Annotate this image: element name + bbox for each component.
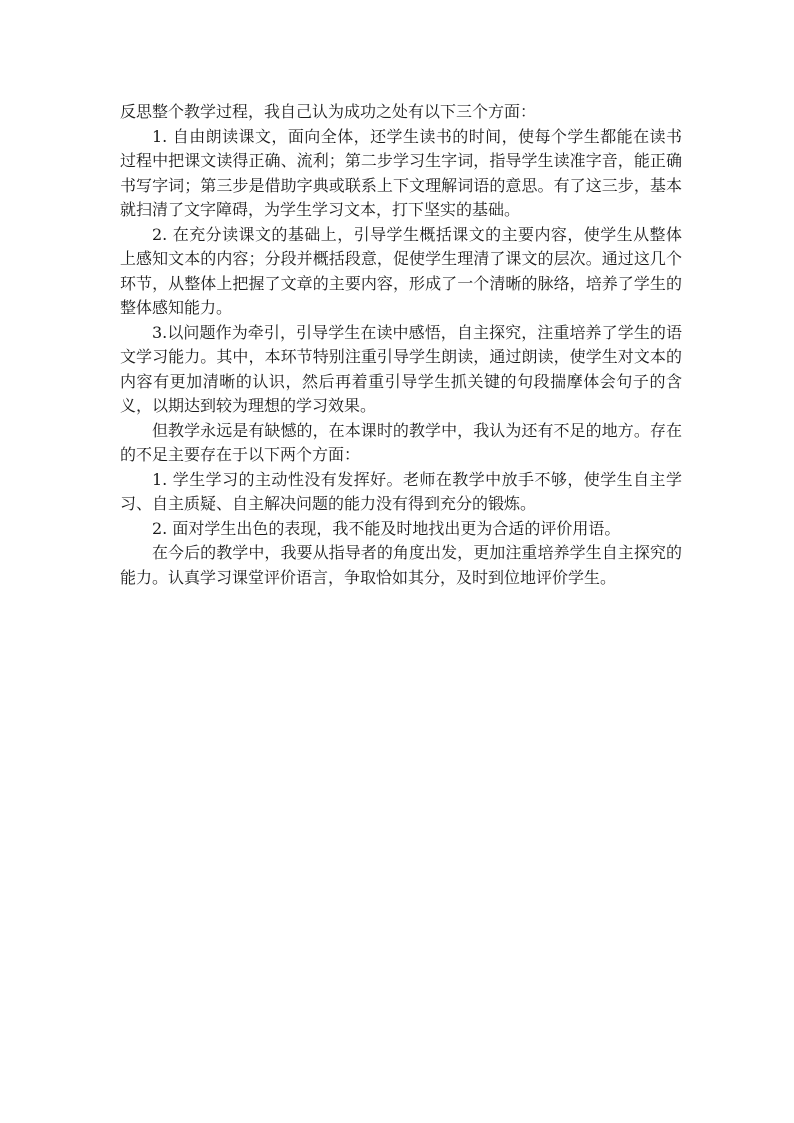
paragraph-success-point-2: 2. 在充分读课文的基础上，引导学生概括课文的主要内容，使学生从整体上感知文本的内容；分段并概括段意，促使学生理清了课文的层次。通过这几个环节，从整体上把握了文章的主要内容，形成了一个清晰的脉络，培养了学生的整体感知能力。 bbox=[120, 224, 682, 317]
paragraph-shortcoming-1: 1. 学生学习的主动性没有发挥好。老师在教学中放手不够，使学生自主学习、自主质疑、自主解决问题的能力没有得到充分的锻炼。 bbox=[120, 469, 682, 513]
paragraph-shortcomings-intro: 但教学永远是有缺憾的，在本课时的教学中，我认为还有不足的地方。存在的不足主要存在于以下两个方面： bbox=[120, 420, 682, 464]
paragraph-success-point-3: 3.以问题作为牵引，引导学生在读中感悟，自主探究，注重培养了学生的语文学习能力。其中，本环节特别注重引导学生朗读，通过朗读，使学生对文本的内容有更加清晰的认识，然后再着重引导学生抓关键的句段揣摩体会句子的含义，以期达到较为理想的学习效果。 bbox=[120, 322, 682, 415]
paragraph-intro: 反思整个教学过程，我自己认为成功之处有以下三个方面： bbox=[120, 102, 537, 121]
paragraph-success-point-1: 1. 自由朗读课文，面向全体，还学生读书的时间，使每个学生都能在读书过程中把课文读得正确、流利；第二步学习生字词，指导学生读准字音，能正确书写字词；第三步是借助字典或联系上下文理解词语的意思。有了这三步，基本就扫清了文字障碍，为学生学习文本，打下坚实的基础。 bbox=[120, 126, 682, 219]
document-page bbox=[120, 100, 682, 590]
paragraph-shortcoming-2: 2. 面对学生出色的表现，我不能及时地找出更为合适的评价用语。 bbox=[152, 518, 621, 538]
paragraph-conclusion: 在今后的教学中，我要从指导者的角度出发，更加注重培养学生自主探究的能力。认真学习课堂评价语言，争取恰如其分，及时到位地评价学生。 bbox=[120, 543, 682, 587]
